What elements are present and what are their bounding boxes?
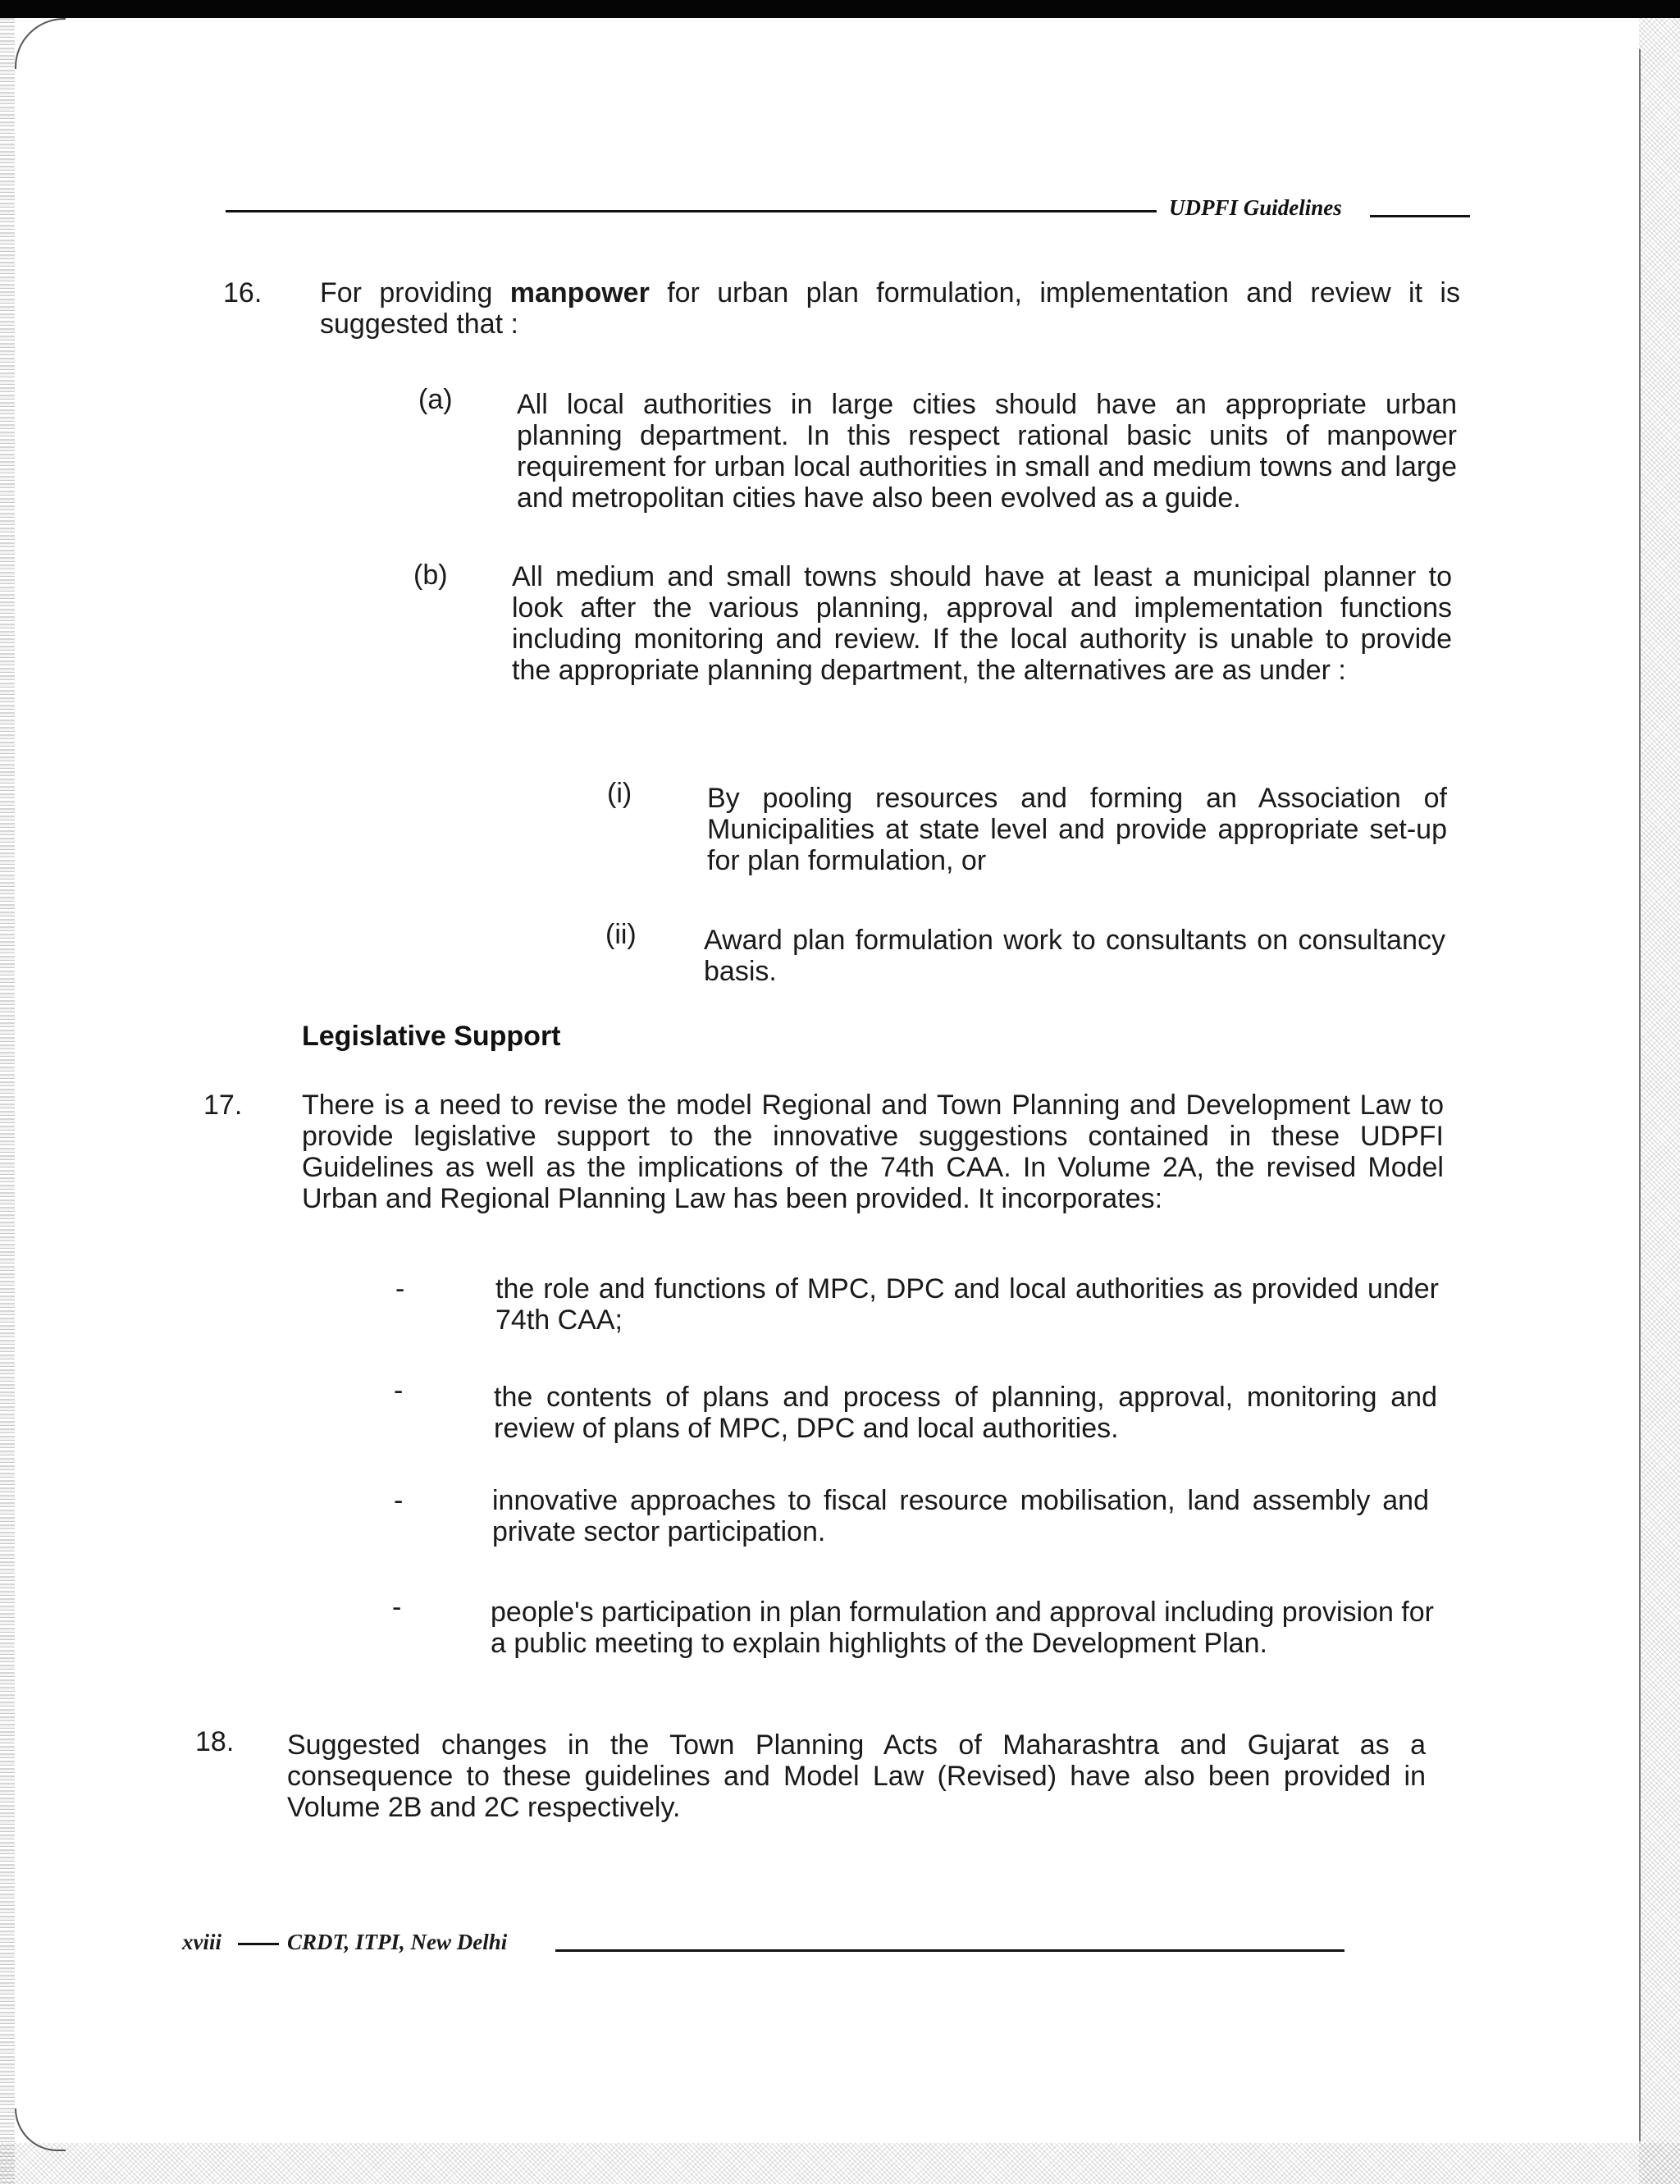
para-16-keyword: manpower — [509, 277, 650, 308]
bullet-3-marker: - — [394, 1485, 404, 1516]
running-footer — [182, 1930, 1347, 1962]
bullet-4-text: people's participation in plan formulation and approval including provision for a public meeting to explain highlights of the Development Plan. — [491, 1597, 1434, 1659]
item-a-label: (a) — [418, 384, 453, 415]
bullet-2-text: the contents of plans and process of planning, approval, monitoring and review of plans of MPC, DPC and local authorities. — [494, 1382, 1437, 1444]
scan-left-edge — [0, 18, 15, 2184]
para-18-number: 18. — [195, 1726, 235, 1757]
subitem-ii-text: Award plan formulation work to consultants on consultancy basis. — [704, 925, 1445, 987]
subitem-ii-label: (ii) — [605, 919, 637, 950]
para-16-text — [320, 277, 1460, 340]
section-heading: Legislative Support — [302, 1021, 561, 1052]
running-header — [226, 195, 1472, 228]
header-title: UDPFI Guidelines — [1169, 195, 1342, 220]
bullet-1-marker: - — [395, 1273, 405, 1304]
scan-top-border — [0, 0, 1680, 18]
bullet-3-text: innovative approaches to fiscal resource mobilisation, land assembly and private sector participation. — [492, 1485, 1429, 1547]
header-rule-left — [226, 210, 1157, 212]
page-right-border — [1639, 49, 1641, 2141]
bullet-4-marker: - — [392, 1592, 402, 1623]
para-17-text: There is a need to revise the model Regional and Town Planning and Development Law to provide legislative support to the innovative suggestions contained in these UDPFI Guidelines as well as the implications of the 74th CAA. In Volume 2A, the revised Model Urban and Regional Planning Law has been provided. It incorporates: — [302, 1090, 1444, 1214]
para-16-number: 16. — [223, 277, 262, 308]
item-a-text: All local authorities in large cities should have an appropriate urban planning department. In this respect rational basic units of manpower requirement for urban local authorities in small and medium towns and large and metropolitan cities have also been evolved as a guide. — [517, 389, 1457, 514]
footer-organization: CRDT, ITPI, New Delhi — [287, 1930, 508, 1954]
footer-dash-rule — [238, 1943, 279, 1945]
page-number: xviii — [182, 1930, 221, 1954]
para-18-text: Suggested changes in the Town Planning Acts of Maharashtra and Gujarat as a consequence to these guidelines and Model Law (Revised) have also been provided in Volume 2B and 2C respectively. — [287, 1729, 1426, 1823]
page-corner-top — [15, 18, 66, 69]
subitem-i-text: By pooling resources and forming an Association of Municipalities at state level and provide appropriate set-up for plan formulation, or — [707, 783, 1447, 876]
item-b-text: All medium and small towns should have at least a municipal planner to look after the various planning, approval and implementation functions including monitoring and review. If the local authority is unable to provide the appropriate planning department, the alternatives are as under : — [512, 561, 1452, 686]
item-b-label: (b) — [413, 560, 448, 591]
scan-right-edge — [1639, 18, 1680, 2184]
para-17-number: 17. — [203, 1090, 243, 1121]
bullet-2-marker: - — [394, 1375, 404, 1406]
bullet-1-text: the role and functions of MPC, DPC and local authorities as provided under 74th CAA; — [495, 1273, 1439, 1336]
scan-bottom-edge — [0, 2143, 1680, 2184]
para-16-text-before: For providing — [320, 277, 510, 308]
para-16-text-after: for urban plan formulation, implementation and review it is suggested that : — [320, 277, 1460, 340]
footer-rule — [555, 1949, 1344, 1952]
subitem-i-label: (i) — [607, 778, 632, 809]
header-rule-right — [1370, 215, 1470, 217]
